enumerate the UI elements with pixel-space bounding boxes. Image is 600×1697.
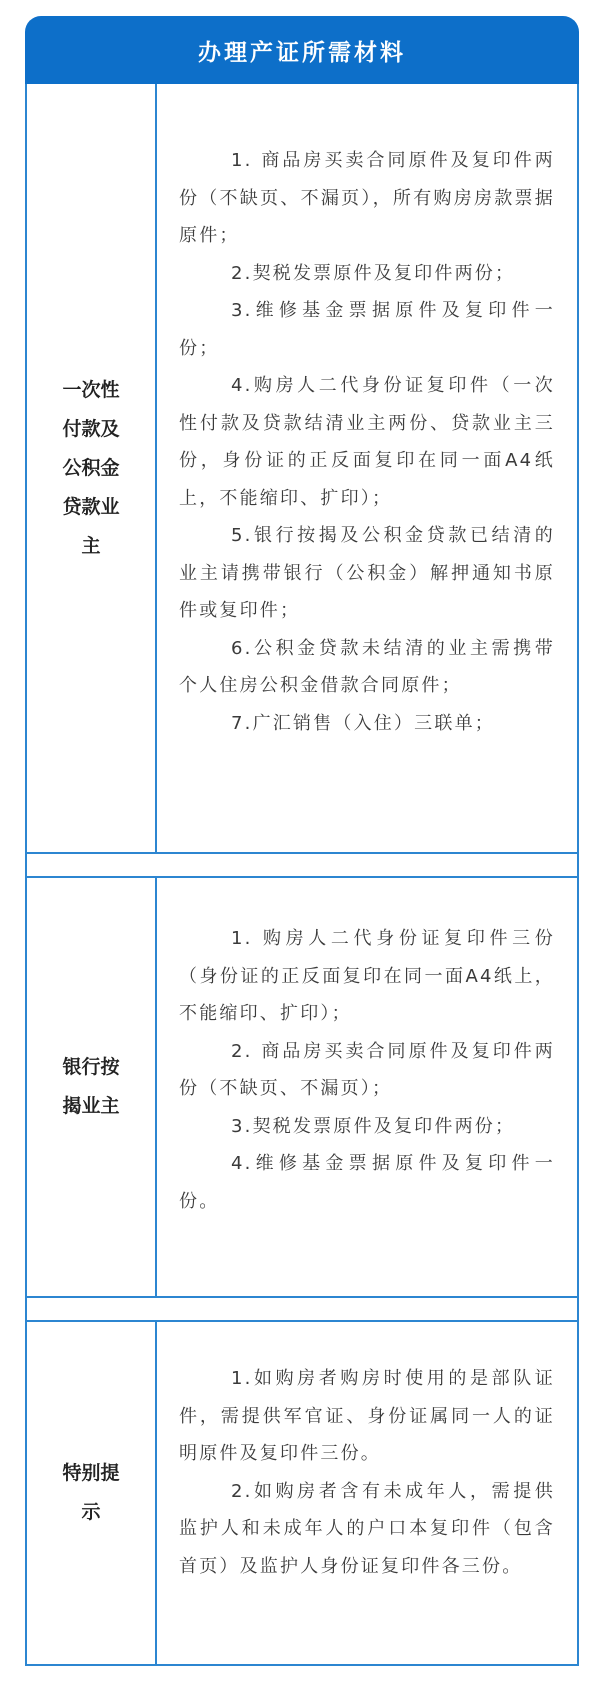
list-item: 7.广汇销售（入住）三联单； — [231, 712, 495, 734]
page-title: 办理产证所需材料 — [198, 39, 406, 66]
section-content — [157, 878, 577, 1296]
section-special-notice — [25, 1320, 579, 1666]
section-content — [157, 1322, 577, 1664]
list-item: 4.维修基金票据原件及复印件一份。 — [179, 1153, 555, 1212]
list-item: 3.维修基金票据原件及复印件一份； — [179, 300, 555, 359]
row-divider — [25, 852, 579, 878]
section-label: 一次性付款及公积金贷款业主 — [27, 84, 157, 852]
list-item: 3.契税发票原件及复印件两份； — [231, 1115, 516, 1137]
section-label: 特别提示 — [27, 1322, 157, 1664]
list-item: 2. 商品房买卖合同原件及复印件两份（不缺页、不漏页）； — [179, 1040, 555, 1099]
list-item: 1. 购房人二代身份证复印件三份（身份证的正反面复印在同一面A4纸上，不能缩印、扩印）； — [179, 928, 555, 1024]
section-content — [157, 84, 577, 852]
row-divider — [25, 1296, 579, 1322]
section-bank-mortgage — [25, 876, 579, 1298]
page-header — [25, 16, 579, 84]
list-item: 6.公积金贷款未结清的业主需携带个人住房公积金借款合同原件； — [179, 637, 555, 696]
section-label: 银行按揭业主 — [27, 878, 157, 1296]
list-item: 2.契税发票原件及复印件两份； — [231, 262, 516, 284]
list-item: 2.如购房者含有未成年人，需提供监护人和未成年人的户口本复印件（包含首页）及监护人身份证复印件各三份。 — [179, 1480, 555, 1577]
list-item: 1.如购房者购房时使用的是部队证件，需提供军官证、身份证属同一人的证明原件及复印件三份。 — [179, 1368, 555, 1464]
list-item: 4.购房人二代身份证复印件（一次性付款及贷款结清业主两份、贷款业主三份，身份证的正反面复印在同一面A4纸上，不能缩印、扩印）； — [179, 375, 555, 509]
section-full-payment — [25, 84, 579, 854]
list-item: 5.银行按揭及公积金贷款已结清的业主请携带银行（公积金）解押通知书原件或复印件； — [179, 525, 555, 621]
list-item: 1. 商品房买卖合同原件及复印件两份（不缺页、不漏页），所有购房房款票据原件； — [179, 150, 555, 246]
